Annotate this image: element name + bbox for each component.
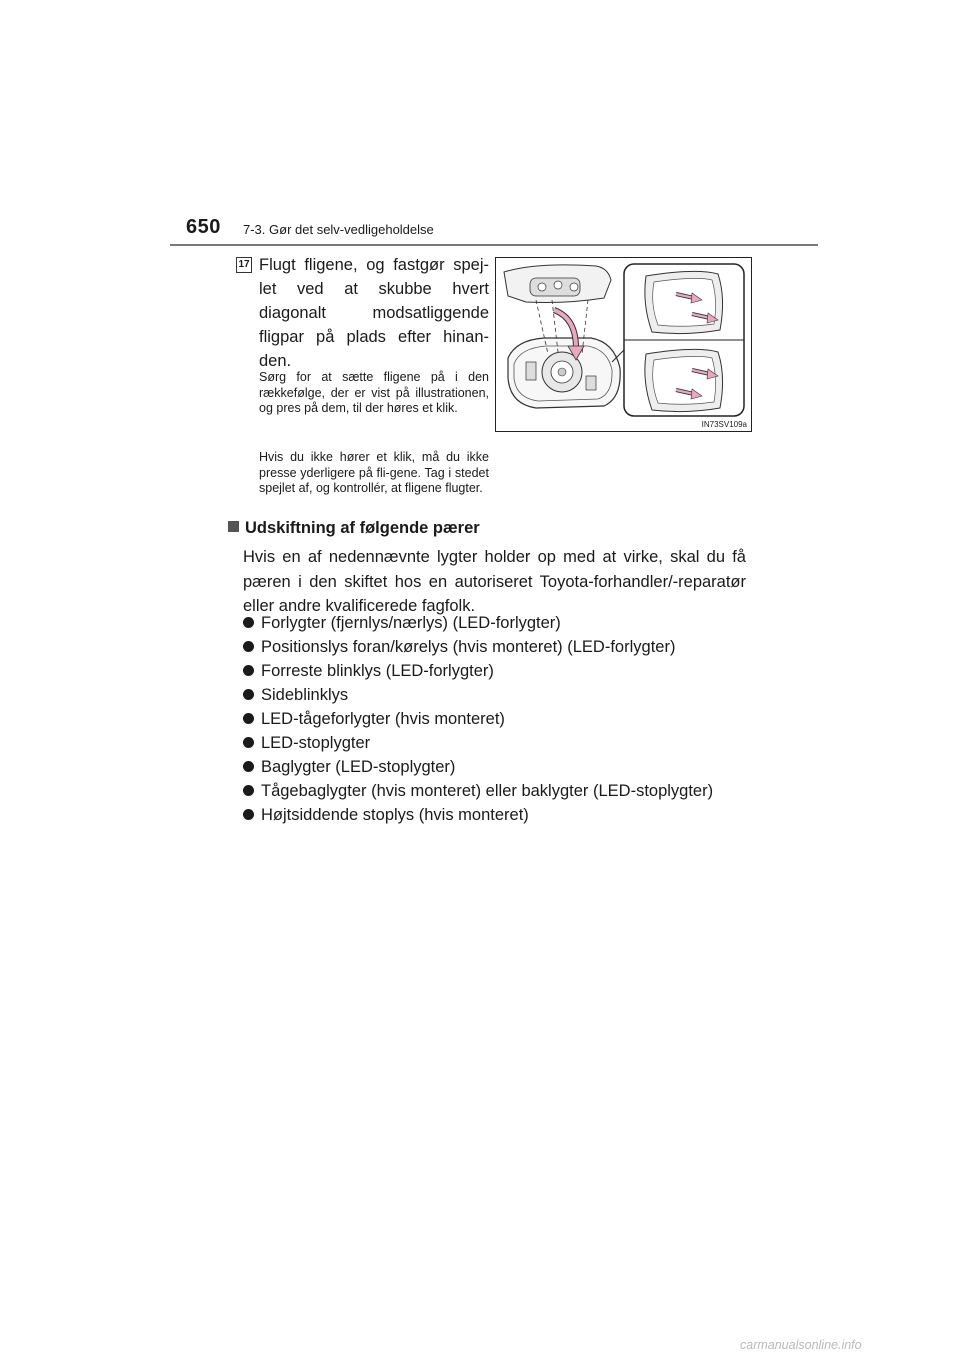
list-item: Positionslys foran/kørelys (hvis monteret) (LED-forlygter) [243, 635, 763, 659]
bullet-icon [243, 761, 254, 772]
bullet-icon [243, 713, 254, 724]
mirror-installation-illustration [495, 257, 752, 432]
mirror-diagram [496, 258, 751, 431]
list-item: LED-tågeforlygter (hvis monteret) [243, 707, 763, 731]
watermark: carmanualsonline.info [740, 1338, 862, 1352]
step-instruction: Flugt fligene, og fastgør spej-let ved at skubbe hvert diagonalt modsatliggende fligpar på plads efter hinan-den. [259, 256, 489, 370]
step-note-no-click: Hvis du ikke hører et klik, må du ikke presse yderligere på fli-gene. Tag i stedet spejlet af, og kontrollér, at fligene flugter. [259, 450, 489, 495]
section-intro: Hvis en af nedennævnte lygter holder op med at virke, skal du få pæren i den skiftet hos en autoriseret Toyota-forhandler/-reparatør eller andre kvalificerede fagfolk. [243, 548, 746, 615]
bulb-list [243, 611, 763, 827]
header-divider [170, 244, 818, 246]
list-item: Baglygter (LED-stoplygter) [243, 755, 763, 779]
list-item: Højtsiddende stoplys (hvis monteret) [243, 803, 763, 827]
list-item: Tågebaglygter (hvis monteret) eller baklygter (LED-stoplygter) [243, 779, 763, 803]
section-title: 7-3. Gør det selv-vedligeholdelse [243, 222, 434, 237]
list-item: Forreste blinklys (LED-forlygter) [243, 659, 763, 683]
bullet-icon [243, 617, 254, 628]
page-number: 650 [186, 216, 221, 238]
bullet-icon [243, 641, 254, 652]
list-item: LED-stoplygter [243, 731, 763, 755]
section-square-icon [228, 521, 239, 532]
illustration-code: IN73SV109a [701, 420, 747, 429]
step-note-click: Sørg for at sætte fligene på i den rækkefølge, der er vist på illustrationen, og pres på dem, til der høres et klik. [259, 370, 489, 415]
list-item: Sideblinklys [243, 683, 763, 707]
bullet-icon [243, 785, 254, 796]
bullet-icon [243, 809, 254, 820]
section-heading-text: Udskiftning af følgende pærer [245, 519, 480, 537]
bullet-icon [243, 737, 254, 748]
bullet-icon [243, 689, 254, 700]
bullet-icon [243, 665, 254, 676]
section-heading [228, 519, 480, 538]
step-number-badge: 17 [236, 257, 252, 273]
list-item: Forlygter (fjernlys/nærlys) (LED-forlygter) [243, 611, 763, 635]
